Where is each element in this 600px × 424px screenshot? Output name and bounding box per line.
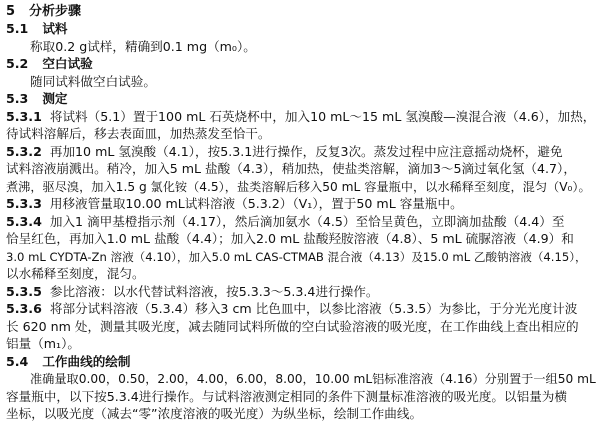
clause-number-5-3-4: 5.3.4	[6, 213, 42, 229]
clause-number-5-3-3: 5.3.3	[6, 196, 42, 212]
heading-5-2-number: 5.2	[6, 56, 29, 72]
paragraph-5-3-4-line-2: 恰呈红色，再加入1.0 mL 盐酸（4.4）；加入2.0 mL 盐酸羟胺溶液（4.8）、5 mL 硫脲溶液（4.9）和	[6, 231, 574, 247]
paragraph-5-4-line-3: 坐标，以吸光度（减去“零”浓度溶液的吸光度）为纵坐标，绘制工作曲线。	[6, 406, 423, 421]
clause-5-3-6-text-1: 将部分试料溶液（5.3.4）移入3 cm 比色皿中，以参比溶液（5.3.5）为参比，于分光光度计波	[49, 301, 578, 317]
heading-5-1-number: 5.1	[6, 21, 29, 37]
paragraph-5-4-line-2: 容量瓶中，以下按5.3.4进行操作。与试料溶液测定相同的条件下测量标准溶液的吸光度。以铝量为横	[6, 388, 567, 404]
heading-5-3-title: 测定	[42, 91, 68, 107]
section-title: 分析步骤	[29, 4, 82, 19]
paragraph-5-3-6-line-2: 长 620 nm 处，测量其吸光度，减去随同试料所做的空白试验溶液的吸光度，在工作曲线上查出相应的	[6, 318, 579, 334]
clause-5-3-5-text: 参比溶液：以水代替试料溶液，按5.3.3～5.3.4进行操作。	[49, 283, 379, 299]
clause-number-5-3-5: 5.3.5	[6, 283, 42, 299]
paragraph-5-4-line-1: 准确量取0.00，0.50，2.00，4.00，6.00，8.00，10.00 mL铝标准溶液（4.16）分别置于一组50 mL	[30, 372, 596, 387]
paragraph-5-3-6-line-3: 铝量（m₁）。	[6, 336, 80, 352]
heading-5-4-title: 工作曲线的绘制	[42, 353, 131, 369]
paragraph-5-3-2-line-2: 试料溶液崩溅出。稍冷，加入5 mL 盐酸（4.3），稍加热，使盐类溶解，滴加3～5滴过氧化氢（4.7），	[6, 161, 576, 177]
heading-5-4-number: 5.4	[6, 353, 29, 369]
paragraph-5-3-4-line-3: 3.0 mL CYDTA-Zn 溶液（4.10），加入5.0 mL CAS-CTMAB 混合液（4.13）及15.0 mL 乙酸钠溶液（4.15），	[6, 249, 587, 264]
clause-5-3-3-text: 用移液管量取10.00 mL试料溶液（5.3.2）（V₁），置于50 mL 容量瓶中。	[49, 196, 463, 212]
paragraph-5-3-1-line-2: 待试料溶解后，移去表面皿，加热蒸发至恰干。	[6, 126, 271, 142]
paragraph-5-2: 随同试料做空白试验。	[30, 73, 156, 89]
heading-5-3-number: 5.3	[6, 91, 29, 107]
clause-5-3-2-text-1: 再加10 mL 氢溴酸（4.1），按5.3.1进行操作，反复3次。蒸发过程中应注意摇动烧杯，避免	[49, 143, 563, 159]
paragraph-5-1: 称取0.2 g试样，精确到0.1 mg（m₀）。	[30, 38, 256, 54]
paragraph-5-3-2-line-3: 煮沸，驱尽溴，加入1.5 g 氯化铵（4.5），盐类溶解后移入50 mL 容量瓶中，以水稀释至刻度，混匀（V₀）。	[6, 179, 591, 194]
clause-number-5-3-2: 5.3.2	[6, 143, 42, 159]
clause-number-5-3-6: 5.3.6	[6, 301, 42, 317]
section-number: 5	[6, 4, 16, 19]
clause-5-3-1-text-1: 将试料（5.1）置于100 mL 石英烧杯中，加入10 mL～15 mL 氢溴酸—溴混合液（4.6），加热，	[49, 108, 596, 124]
clause-number-5-3-1: 5.3.1	[6, 108, 42, 124]
clause-5-3-4-text-1: 加入1 滴甲基橙指示剂（4.17），然后滴加氨水（4.5）至恰呈黄色，立即滴加盐酸（4.4）至	[49, 213, 565, 229]
heading-5-2-title: 空白试验	[42, 56, 93, 72]
heading-5-1-title: 试料	[42, 21, 68, 37]
paragraph-5-3-4-line-4: 以水稀释至刻度，混匀。	[6, 266, 145, 282]
